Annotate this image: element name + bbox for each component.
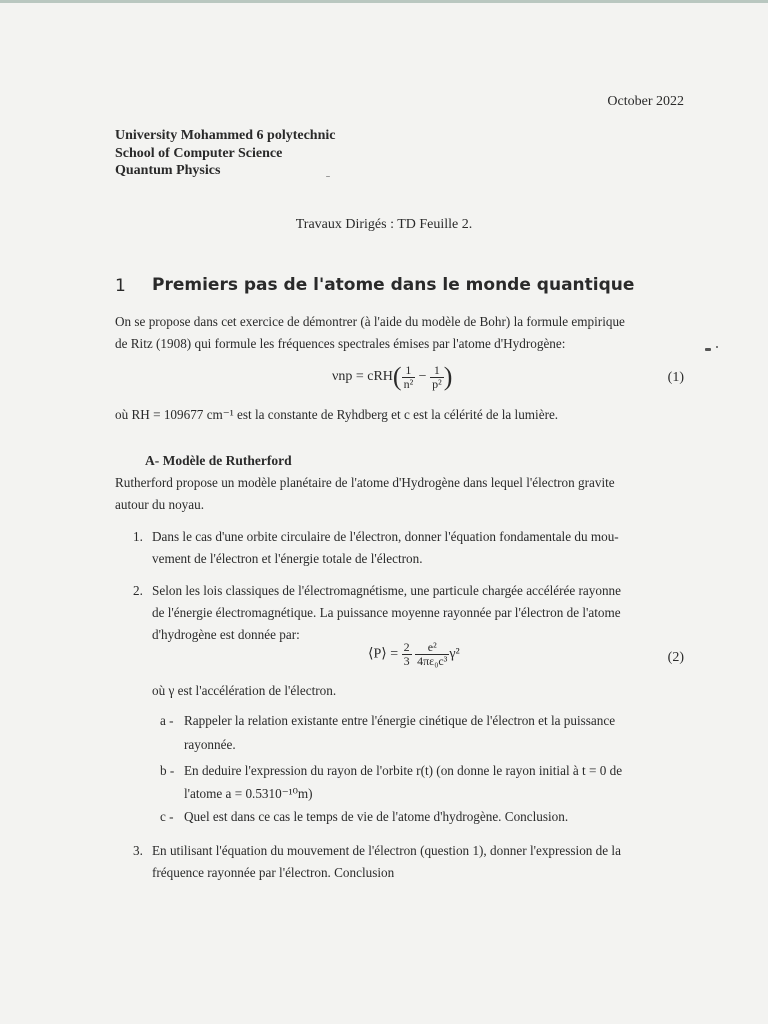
document-date: October 2022 [607, 94, 684, 109]
eq2-frac2-num: e² [415, 641, 449, 655]
equation-number-1: (1) [667, 370, 684, 385]
equation-power [368, 641, 460, 667]
equation-number-2: (2) [667, 650, 684, 665]
eq1-frac1-den: n² [403, 376, 414, 391]
scan-speck [716, 346, 718, 348]
question-3-number: 3. [133, 843, 143, 858]
eq2-frac1-den: 3 [403, 653, 410, 668]
question-2-line-3: d'hydrogène est donnée par: [152, 627, 300, 642]
section-intro-line-2: de Ritz (1908) qui formule les fréquences spectrales émises par l'atome d'Hydrogène: [115, 336, 566, 351]
subquestion-a-line-2: rayonnée. [184, 737, 236, 752]
eq2-lhs: ⟨P⟩ = [368, 646, 399, 662]
question-2-number: 2. [133, 583, 143, 598]
question-3-line-1: En utilisant l'équation du mouvement de l'électron (question 1), donner l'expression de la [152, 843, 621, 858]
scan-top-edge [0, 0, 768, 3]
question-2-line-2: de l'énergie électromagnétique. La puissance moyenne rayonnée par l'électron de l'atome [152, 605, 621, 620]
subquestion-a-line-1: Rappeler la relation existante entre l'énergie cinétique de l'électron et la puissance [184, 713, 616, 728]
section-intro-line-1: On se propose dans cet exercice de démontrer (à l'aide du modèle de Bohr) la formule empirique [115, 314, 625, 329]
scan-speck [326, 176, 330, 177]
subquestion-b-label: b - [160, 763, 175, 778]
eq2-frac2-den: 4πε₀c³ [417, 653, 448, 668]
equation-ritz: νnp = cRH( $\frac{1}{\text{n²}}$ − $\frac{1}{\text{p²}}$ ) [332, 362, 453, 391]
question-3-line-2: fréquence rayonnée par l'électron. Conclusion [152, 865, 395, 880]
td-title: Travaux Dirigés : TD Feuille 2. [295, 217, 473, 232]
question-1-line-1: Dans le cas d'une orbite circulaire de l'électron, donner l'équation fondamentale du mou- [152, 529, 619, 544]
question-1-number: 1. [133, 529, 143, 544]
question-2-line-1: Selon les lois classiques de l'électromagnétisme, une particule chargée accélérée rayonne [152, 583, 621, 598]
eq1-frac1-num: 1 [402, 364, 416, 378]
eq1-minus: − [418, 369, 427, 385]
subquestion-b-line-2: l'atome a = 0.5310⁻¹⁰m) [184, 786, 313, 801]
section-number: 1 [115, 276, 126, 296]
subquestion-c-line-1: Quel est dans ce cas le temps de vie de l'atome d'hydrogène. Conclusion. [184, 809, 569, 824]
affiliation-line-university: University Mohammed 6 polytechnic [115, 128, 336, 143]
eq1-frac2-num: 1 [430, 364, 444, 378]
subsection-intro-line-2: autour du noyau. [115, 497, 204, 512]
eq1-frac2-den: p² [432, 376, 442, 391]
question-2-after: où γ est l'accélération de l'électron. [152, 683, 337, 698]
affiliation-line-course: Quantum Physics [115, 163, 221, 178]
equation-1-explanation: où RH = 109677 cm⁻¹ est la constante de Ryhdberg et c est la célérité de la lumière. [115, 407, 559, 422]
eq2-frac1-num: 2 [403, 640, 410, 654]
subsection-intro-line-1: Rutherford propose un modèle planétaire de l'atome d'Hydrogène dans lequel l'électron gravite [115, 475, 615, 490]
section-title: Premiers pas de l'atome dans le monde quantique [152, 275, 635, 295]
subquestion-a-label: a - [160, 713, 174, 728]
subsection-title: A- Modèle de Rutherford [145, 453, 292, 468]
eq1-lhs: νnp = cRH [332, 369, 393, 385]
scan-speck [705, 348, 711, 351]
eq2-tail: γ² [449, 646, 460, 662]
question-1-line-2: vement de l'électron et l'énergie totale de l'électron. [152, 551, 423, 566]
subquestion-c-label: c - [160, 809, 174, 824]
affiliation-line-school: School of Computer Science [115, 146, 283, 161]
subquestion-b-line-1: En deduire l'expression du rayon de l'orbite r(t) (on donne le rayon initial à t = 0 de [184, 763, 623, 778]
